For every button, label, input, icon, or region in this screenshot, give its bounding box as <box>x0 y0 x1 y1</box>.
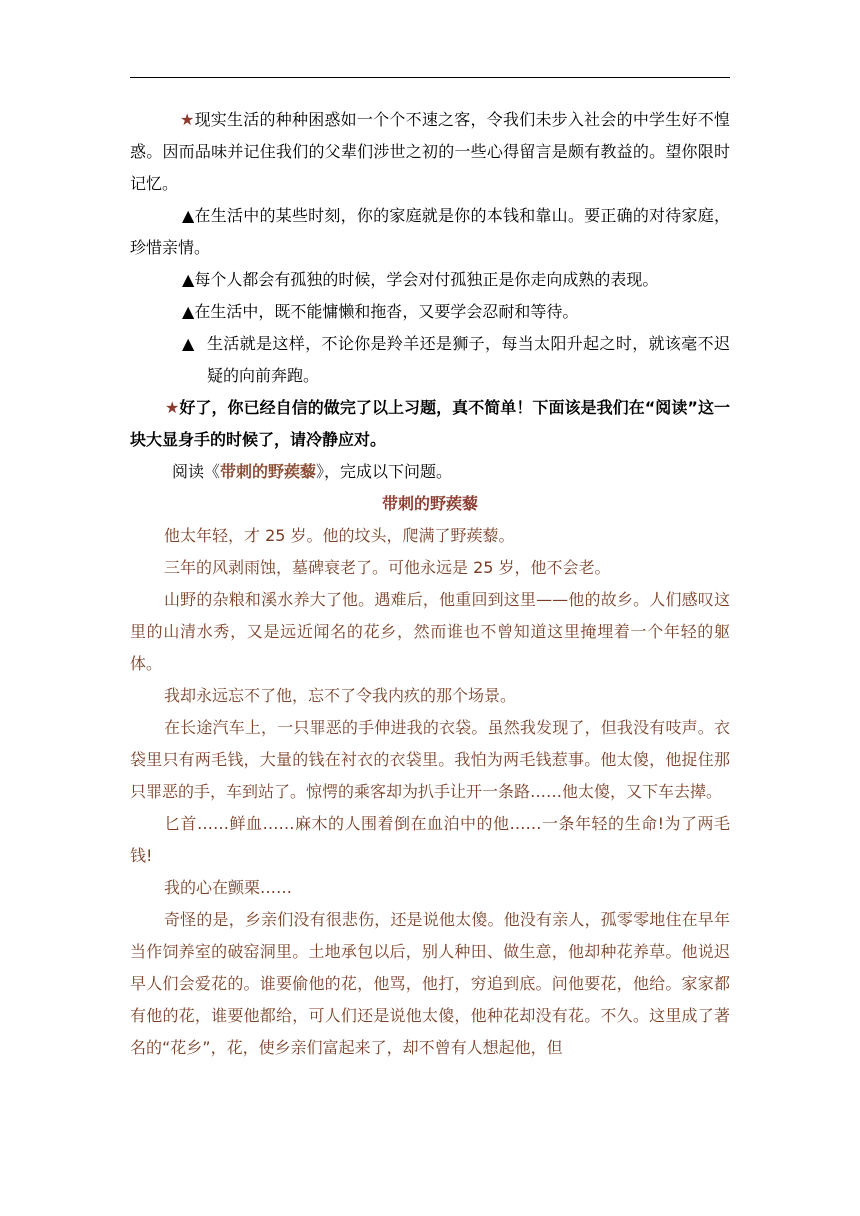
page-content <box>130 104 730 1064</box>
story-section <box>130 488 730 1064</box>
tip-text: 每个人都会有孤独的时候，学会对付孤独正是你走向成熟的表现。 <box>194 270 659 289</box>
reading-prompt-suffix: 》，完成以下问题。 <box>316 462 453 481</box>
triangle-icon: ▲ <box>182 302 195 321</box>
tip-item <box>182 296 730 328</box>
story-paragraph: 三年的风剥雨蚀，墓碑衰老了。可他永远是 25 岁，他不会老。 <box>164 558 611 577</box>
reading-prompt-prefix: 阅读《 <box>172 462 221 481</box>
star-icon: ★ <box>165 398 180 417</box>
intro-text: 现实生活的种种困惑如一个个不速之客，令我们未步入社会的中学生好不惶惑。因而品味并记住我们的父辈们涉世之初的一些心得留言是颇有教益的。望你限时记忆。 <box>130 110 730 193</box>
tip-item <box>130 200 730 264</box>
reading-prompt-title: 带刺的野蒺藜 <box>220 462 317 481</box>
triangle-icon: ▲ <box>182 334 195 353</box>
tip-item <box>182 328 730 392</box>
story-paragraph: 我却永远忘不了他，忘不了令我内疚的那个场景。 <box>164 686 517 705</box>
story-paragraph: 山野的杂粮和溪水养大了他。遇难后，他重回到这里——他的故乡。人们感叹这里的山清水秀，又是远近闻名的花乡，然而谁也不曾知道这里掩埋着一个年轻的躯体。 <box>130 590 730 673</box>
tip-item <box>182 264 730 296</box>
triangle-icon: ▲ <box>182 206 195 225</box>
story-paragraph: 在长途汽车上，一只罪恶的手伸进我的衣袋。虽然我发现了，但我没有吱声。衣袋里只有两毛钱，大量的钱在衬衣的衣袋里。我怕为两毛钱惹事。他太傻，他捉住那只罪恶的手，车到站了。惊愕的乘客却为扒手让开一条路……他太傻，又下车去撵。 <box>130 718 730 801</box>
story-title: 带刺的野蒺藜 <box>381 494 478 513</box>
transition-text: 好了，你已经自信的做完了以上习题，真不简单！下面该是我们在“阅读”这一块大显身手的时候了，请冷静应对。 <box>130 398 730 449</box>
transition-paragraph <box>130 392 730 456</box>
intro-paragraph <box>130 104 730 200</box>
tip-text: 在生活中的某些时刻，你的家庭就是你的本钱和靠山。要正确的对待家庭，珍惜亲情。 <box>130 206 730 257</box>
story-paragraph: 匕首……鲜血……麻木的人围着倒在血泊中的他……一条年轻的生命!为了两毛钱! <box>130 814 730 865</box>
tip-text: 在生活中，既不能慵懒和拖沓，又要学会忍耐和等待。 <box>194 302 579 321</box>
star-icon: ★ <box>180 110 195 129</box>
header-rule <box>130 77 730 78</box>
reading-prompt <box>130 456 730 488</box>
story-paragraph: 他太年轻，才 25 岁。他的坟头，爬满了野蒺藜。 <box>164 526 515 545</box>
tip-text: 生活就是这样，不论你是羚羊还是狮子，每当太阳升起之时，就该毫不迟疑的向前奔跑。 <box>207 334 730 385</box>
triangle-icon: ▲ <box>182 270 195 289</box>
story-paragraph: 我的心在颤栗…… <box>164 878 293 897</box>
story-paragraph: 奇怪的是，乡亲们没有很悲伤，还是说他太傻。他没有亲人，孤零零地住在早年当作饲养室的破窑洞里。土地承包以后，别人种田、做生意，他却种花养草。他说迟早人们会爱花的。谁要偷他的花，他骂，他打，穷追到底。问他要花，他给。家家都有他的花，谁要他都给，可人们还是说他太傻，他种花却没有花。不久。这里成了著名的“花乡”，花，使乡亲们富起来了，却不曾有人想起他，但 <box>130 910 730 1057</box>
